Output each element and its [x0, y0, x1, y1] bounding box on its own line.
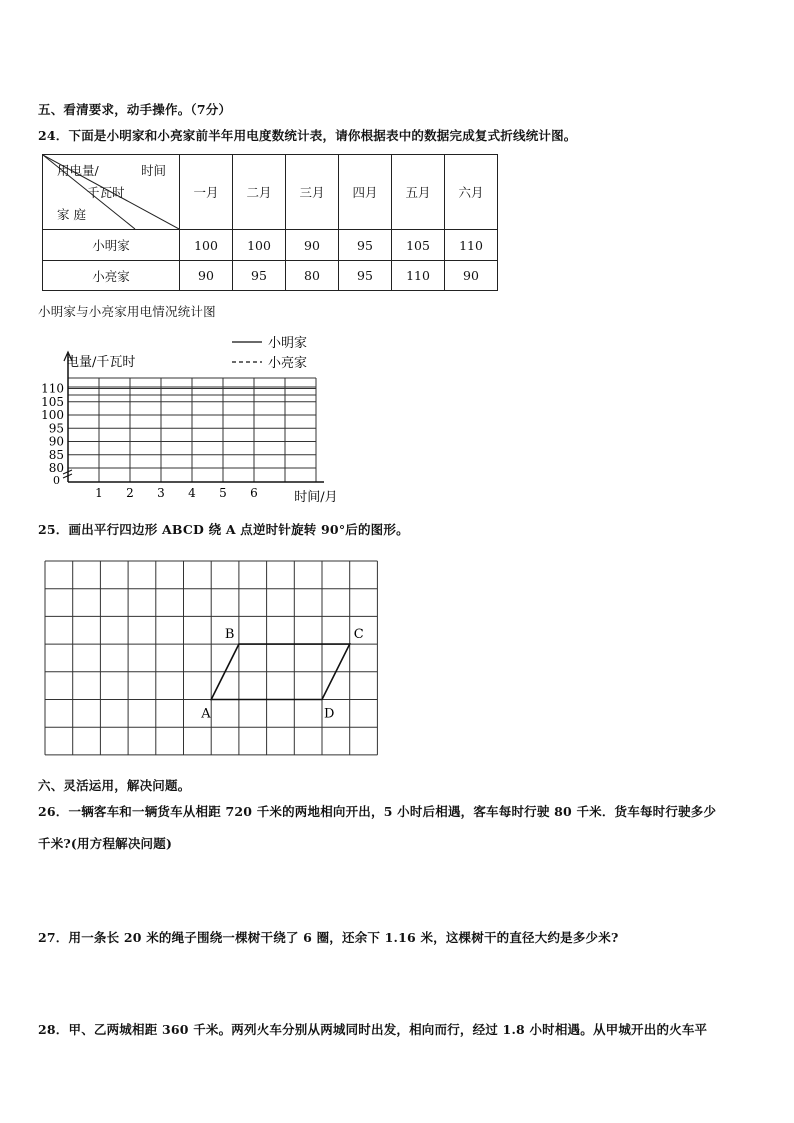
table-cell: 95	[233, 261, 286, 291]
table-cell: 105	[392, 230, 445, 261]
y-tick-label: 0	[53, 474, 60, 487]
q28-text: 28．甲、乙两城相距 360 千米。两列火车分别从两城同时出发，相向而行，经过 1.8 小时相遇。从甲城开出的火车平	[38, 1022, 708, 1037]
table-cell: 95	[339, 261, 392, 291]
month-header: 四月	[339, 155, 392, 230]
q24-text: 24．下面是小明家和小亮家前半年用电度数统计表，请你根据表中的数据完成复式折线统计图。	[38, 128, 577, 143]
table-cell: 110	[392, 261, 445, 291]
y-tick-label: 85	[48, 447, 64, 462]
month-header: 五月	[392, 155, 445, 230]
header-unit: 千瓦时	[87, 185, 125, 200]
vertex-label-c: C	[353, 627, 364, 643]
x-tick-label: 1	[95, 486, 103, 500]
y-axis-title: 电量/千瓦时	[66, 355, 136, 370]
table-cell: 90	[286, 230, 339, 261]
table-cell: 90	[180, 261, 233, 291]
header-usage: 用电量/	[57, 163, 99, 178]
header-time: 时间	[141, 163, 167, 178]
table-cell: 100	[180, 230, 233, 261]
y-tick-label: 90	[48, 434, 64, 449]
vertex-label-a: A	[201, 706, 211, 722]
legend-label: 小明家	[268, 336, 308, 351]
y-tick-label: 110	[41, 381, 64, 396]
table-cell: 110	[445, 230, 498, 261]
line-chart	[30, 330, 350, 510]
table-cell: 80	[286, 261, 339, 291]
x-axis-title: 时间/月	[294, 490, 338, 505]
x-tick-label: 5	[219, 486, 227, 500]
section5-title: 五、看清要求，动手操作。（7分）	[38, 102, 232, 117]
family-name: 小亮家	[43, 261, 180, 291]
table-row	[43, 230, 498, 261]
table-cell: 100	[233, 230, 286, 261]
month-header: 六月	[445, 155, 498, 230]
legend-label: 小亮家	[268, 356, 308, 371]
y-tick-label: 100	[41, 408, 64, 422]
q26-line1: 26．一辆客车和一辆货车从相距 720 千米的两地相向开出，5 小时后相遇，客车每时行驶 80 千米．货车每时行驶多少	[38, 804, 717, 819]
y-tick-label: 105	[41, 394, 64, 409]
y-tick-label: 95	[48, 421, 64, 436]
family-name: 小明家	[43, 230, 180, 261]
chart-caption: 小明家与小亮家用电情况统计图	[38, 304, 216, 319]
parallelogram-grid	[44, 560, 384, 760]
table-header-diagonal-cell	[43, 155, 180, 230]
month-header: 一月	[180, 155, 233, 230]
q27-text: 27．用一条长 20 米的绳子围绕一棵树干绕了 6 圈，还余下 1.16 米，这棵树干的直径大约是多少米?	[38, 930, 619, 945]
x-tick-label: 6	[250, 486, 258, 500]
q26-line2: 千米?(用方程解决问题)	[38, 836, 173, 851]
q25-text: 25．画出平行四边形 ABCD 绕 A 点逆时针旋转 90°后的图形。	[38, 522, 409, 537]
vertex-label-d: D	[324, 706, 335, 722]
electricity-table	[42, 154, 498, 291]
table-cell: 90	[445, 261, 498, 291]
month-header: 三月	[286, 155, 339, 230]
month-header: 二月	[233, 155, 286, 230]
header-family: 家 庭	[57, 207, 86, 222]
x-tick-label: 4	[188, 486, 196, 500]
x-tick-label: 3	[157, 486, 165, 500]
table-row	[43, 261, 498, 291]
y-tick-label: 80	[48, 461, 64, 475]
section6-title: 六、灵活运用，解决问题。	[38, 778, 191, 793]
vertex-label-b: B	[224, 627, 235, 643]
table-cell: 95	[339, 230, 392, 261]
x-tick-label: 2	[126, 486, 134, 500]
